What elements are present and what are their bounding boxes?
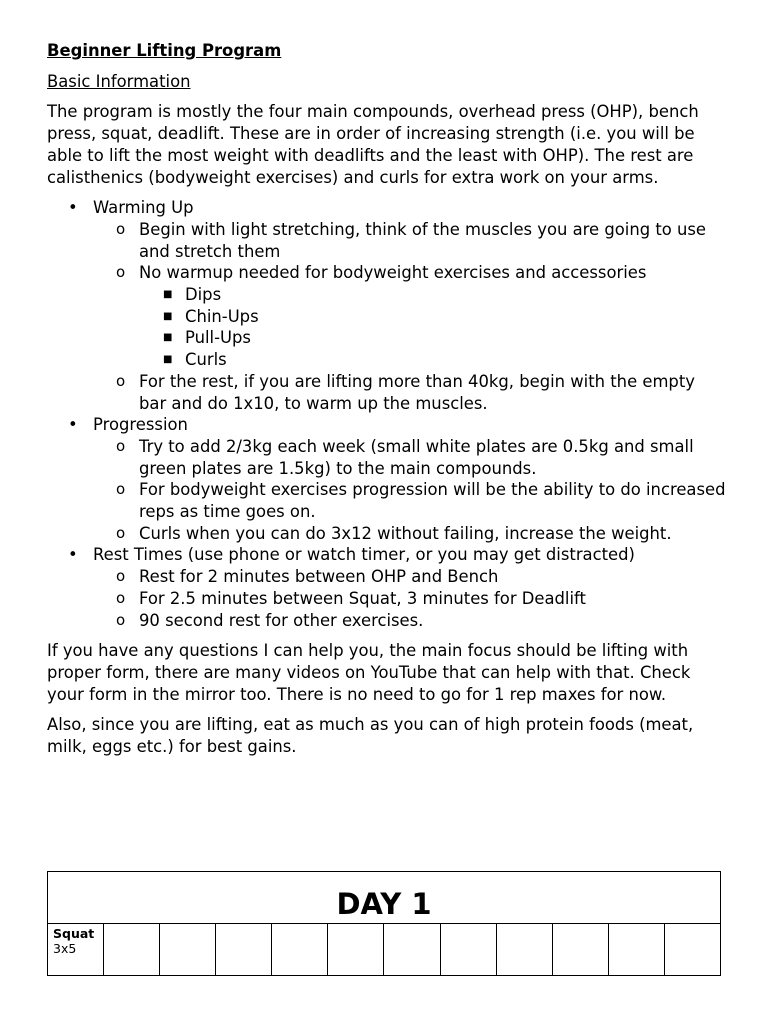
bullet-square-icon: ■ bbox=[163, 310, 173, 322]
log-cell[interactable] bbox=[328, 924, 384, 976]
exercise-name: Squat bbox=[53, 926, 95, 941]
bullet-circle-icon: o bbox=[116, 567, 126, 586]
list-item bbox=[139, 284, 727, 306]
list-item-text: Begin with light stretching, think of the muscles you are going to use and stretch them bbox=[139, 219, 707, 261]
table-header-row bbox=[48, 872, 721, 924]
log-cell[interactable] bbox=[608, 924, 664, 976]
list-item bbox=[93, 523, 727, 545]
list-item-text: Rest for 2 minutes between OHP and Bench bbox=[139, 567, 499, 587]
bullet-square-icon: ■ bbox=[163, 354, 173, 366]
day-1-table bbox=[47, 871, 721, 976]
list-item bbox=[93, 479, 727, 522]
bullet-circle-icon: o bbox=[116, 263, 126, 282]
list-item bbox=[139, 306, 727, 328]
log-cell[interactable] bbox=[552, 924, 608, 976]
intro-paragraph: The program is mostly the four main compounds, overhead press (OHP), bench press, squat, deadlift. These are in order of increasing strength (i.e. you will be able to lift the most weight with deadlifts and the least with OHP). The rest are calisthenics (bodyweight exercises) and curls for extra work on your arms. bbox=[47, 102, 699, 187]
list-item bbox=[93, 262, 727, 371]
list-item bbox=[139, 327, 727, 349]
bullet-circle-icon: o bbox=[116, 588, 126, 607]
exercise-scheme: 3x5 bbox=[53, 941, 77, 956]
section-subtitle: Basic Information bbox=[47, 71, 191, 91]
list-item-warming-up bbox=[47, 197, 727, 414]
section-label: Warming Up bbox=[93, 198, 194, 218]
bullet-dot-icon: • bbox=[68, 198, 78, 218]
closing-paragraph: Also, since you are lifting, eat as much as you can of high protein foods (meat, milk, eggs etc.) for best gains. bbox=[47, 715, 694, 757]
list-item-text: For bodyweight exercises progression will be the ability to do increased reps as time goes on. bbox=[139, 480, 726, 522]
exercise-cell bbox=[48, 924, 104, 976]
sub-list bbox=[93, 436, 727, 545]
list-item bbox=[139, 349, 727, 371]
list-item-text: Chin-Ups bbox=[185, 306, 259, 326]
log-cell[interactable] bbox=[440, 924, 496, 976]
list-item-rest-times bbox=[47, 544, 727, 631]
list-item-text: No warmup needed for bodyweight exercises and accessories bbox=[139, 263, 647, 283]
log-cell[interactable] bbox=[496, 924, 552, 976]
sub-sub-list bbox=[139, 284, 727, 371]
log-cell[interactable] bbox=[160, 924, 216, 976]
log-cell[interactable] bbox=[104, 924, 160, 976]
list-item-text: Curls bbox=[185, 350, 227, 370]
bullet-dot-icon: • bbox=[68, 415, 78, 435]
document-body bbox=[47, 40, 727, 767]
log-cell[interactable] bbox=[272, 924, 328, 976]
bullet-circle-icon: o bbox=[116, 610, 126, 629]
bullet-circle-icon: o bbox=[116, 480, 126, 499]
list-item bbox=[93, 219, 727, 262]
list-item-text: For 2.5 minutes between Squat, 3 minutes for Deadlift bbox=[139, 588, 586, 608]
list-item-text: 90 second rest for other exercises. bbox=[139, 610, 424, 630]
main-bullet-list bbox=[47, 197, 727, 631]
log-cell[interactable] bbox=[664, 924, 720, 976]
list-item bbox=[93, 436, 727, 479]
list-item-text: Curls when you can do 3x12 without failing, increase the weight. bbox=[139, 523, 672, 543]
list-item-text: Try to add 2/3kg each week (small white plates are 0.5kg and small green plates are 1.5kg) to the main compounds. bbox=[139, 436, 694, 478]
section-label: Rest Times (use phone or watch timer, or you may get distracted) bbox=[93, 545, 635, 565]
bullet-square-icon: ■ bbox=[163, 332, 173, 344]
log-cell[interactable] bbox=[216, 924, 272, 976]
bullet-circle-icon: o bbox=[116, 219, 126, 238]
log-cell[interactable] bbox=[384, 924, 440, 976]
bullet-circle-icon: o bbox=[116, 371, 126, 390]
table-row bbox=[48, 924, 721, 976]
sub-list bbox=[93, 219, 727, 414]
list-item bbox=[93, 610, 727, 632]
closing-paragraph: If you have any questions I can help you, the main focus should be lifting with proper form, there are many videos on YouTube that can help with that. Check your form in the mirror too. There is no need to go for 1 rep maxes for now. bbox=[47, 641, 691, 704]
day-heading: DAY 1 bbox=[48, 872, 721, 924]
section-label: Progression bbox=[93, 415, 188, 435]
list-item bbox=[93, 588, 727, 610]
sub-list bbox=[93, 566, 727, 631]
bullet-square-icon: ■ bbox=[163, 289, 173, 301]
list-item-progression bbox=[47, 414, 727, 544]
bullet-dot-icon: • bbox=[68, 545, 78, 565]
list-item-text: Pull-Ups bbox=[185, 328, 251, 348]
list-item-text: For the rest, if you are lifting more than 40kg, begin with the empty bar and do 1x10, to warm up the muscles. bbox=[139, 371, 695, 413]
list-item-text: Dips bbox=[185, 285, 222, 305]
document-title: Beginner Lifting Program bbox=[47, 41, 282, 60]
bullet-circle-icon: o bbox=[116, 436, 126, 455]
list-item bbox=[93, 566, 727, 588]
bullet-circle-icon: o bbox=[116, 523, 126, 542]
list-item bbox=[93, 371, 727, 414]
